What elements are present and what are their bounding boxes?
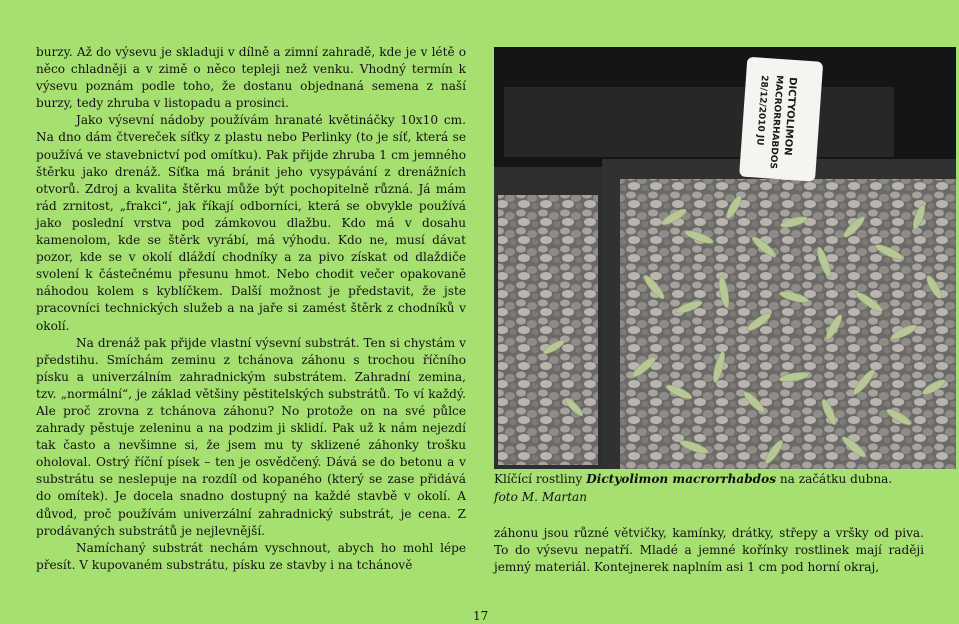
page-number: 17 (473, 609, 489, 623)
left-text-column (36, 44, 466, 574)
paragraph: Jako výsevní nádoby používám hranaté květináčky 10x10 cm. Na dno dám čtvereček síťky z plastu nebo Perlinky (to je síť, která se používá ve stavebnictví pod omítku). Pak přijde zhruba 1 cm jemného štěrku jako drenáž. Síťka má bránit jeho vysypávání z drenážních otvorů. Zdroj a kvalita štěrku může být pochopitelně různá. Já mám rád zrnitost, „frakci“, jak říkají odborníci, která se obvykle používá jako poslední vrstva pod zámkovou dlažbu. Kdo má v dosahu kamenolom, kde se štěrk vyrábí, má výhodu. Kdo ne, musí dávat pozor, kde se v okolí dláždí chodníky a za pivo získat od dlaždiče svolení k částečnému přesunu hmot. Nebo chodit večer opakovaně náhodou kolem s kyblíčkem. Další možnost je představit, že jste pracovníci technických služeb a na jaře si zamést štěrk z chodníků v okolí. (36, 113, 466, 333)
seedling-photo-illustration (494, 47, 956, 469)
caption-line (494, 470, 934, 488)
caption-suffix: na začátku dubna. (776, 472, 893, 486)
paragraph: burzy. Až do výsevu je skladuji v dílně a zimní zahradě, kde je v létě o něco chladněji a v zimě o něco tepleji než venku. Vhodný termín k výsevu poznám podle toho, že dostanu objednaná semena z naší burzy, tedy zhruba v listopadu a prosinci. (36, 45, 466, 111)
paragraph: Namíchaný substrát nechám vyschnout, abych ho mohl lépe přesít. V kupovaném substrátu, písku ze stavby i na tchánově (36, 540, 466, 572)
right-text-column (494, 525, 924, 576)
plant-label-line2: MACRORRHABDOS (767, 74, 784, 170)
paragraph: Na drenáž pak přijde vlastní výsevní substrát. Ten si chystám v předstihu. Smíchám zeminu z tchánova záhonu s trochou říčního písku a univerzálním zahradnickým substrátem. Zahradní zemina, tzv. „normální“, je základ většiny pěstitelských substrátů. To ví každý. Ale proč zrovna z tchánova záhonu? No protože on na své půlce zahrady pěstuje zeleninu a na podzim ji sklidí. Pak už k nám nejezdí tak často a nevšimne si, že jsem mu ty sklizené záhonky trošku oholoval. Ostrý říční písek – ten je osvědčený. Dává se do betonu a v substrátu se neslepuje na rozdíl od kopaného (který se zase přidává do omítek). Je docela snadno dostupný na každé stavbě v okolí. A důvod, proč používám univerzální zahradnický substrát, je cena. Z prodávaných substrátů je nejlevnější. (36, 335, 466, 538)
caption-species: Dictyolimon macrorrhabdos (586, 472, 777, 486)
photo-credit: foto M. Martan (494, 490, 588, 504)
seedling-photo (494, 47, 956, 469)
photo-caption (494, 470, 934, 506)
plant-label-line1: DICTYOLIMON (781, 76, 798, 156)
paragraph: záhonu jsou různé větvičky, kamínky, drátky, střepy a vršky od piva. To do výsevu nepatří. Mladé a jemné kořínky rostlinek mají raději jemný materiál. Kontejnerek naplním asi 1 cm pod horní okraj, (494, 526, 924, 575)
caption-prefix: Klíčící rostliny (494, 472, 587, 486)
plant-label-date: 28/12/2010 JU (754, 74, 769, 146)
